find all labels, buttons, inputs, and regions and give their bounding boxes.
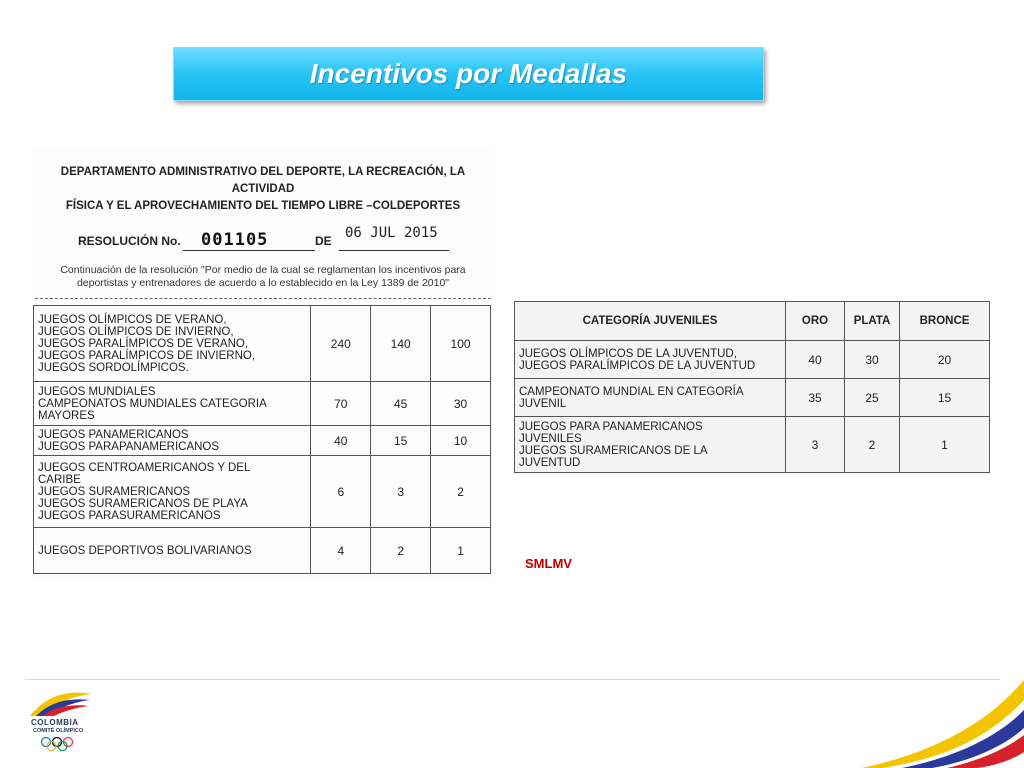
category-cell [34,382,311,426]
category-cell [34,426,311,456]
table-row [34,426,491,456]
page-title: Incentivos por Medallas [309,58,628,89]
bronce-value: 1 [431,528,491,574]
oro-value: 70 [311,382,371,426]
scanned-resolution-document [33,150,493,578]
category-line: JUEGOS MUNDIALES [38,385,156,398]
category-line: JUVENTUD [519,456,581,469]
mayores-incentives-table [33,305,491,574]
flag-wave-icon [22,688,102,720]
juveniles-incentives-table [514,301,990,473]
footer-divider [25,679,1000,680]
category-line: JUEGOS PARALÍMPICOS DE VERANO, [38,337,249,350]
logo-text-comite: COMITÉ OLÍMPICO [33,728,84,734]
plata-value: 2 [845,417,900,473]
category-line: CARIBE [38,473,81,486]
category-line: JUEGOS PARALÍMPICOS DE LA JUVENTUD [519,359,756,372]
category-cell [34,306,311,382]
unit-note: SMLMV [525,556,572,571]
category-line: JUEGOS SURAMERICANOS DE LA [519,444,708,457]
date-underline [339,250,449,251]
category-line: MAYORES [38,409,95,422]
scanned-juveniles-table [514,301,990,473]
oro-value: 240 [311,306,371,382]
header-bronce: BRONCE [900,302,990,341]
table-row [34,456,491,528]
table-row [515,341,990,379]
plata-value: 25 [845,379,900,417]
bronce-value: 1 [900,417,990,473]
resolucion-label: RESOLUCIÓN No. [78,234,181,248]
continuation-line1: Continuación de la resolución "Por medio de la cual se reglamentan los incentivos para [60,264,466,276]
document-header-line2: FÍSICA Y EL APROVECHAMIENTO DEL TIEMPO LIBRE –COLDEPORTES [65,200,461,212]
document-header [33,164,493,215]
category-line: JUEGOS PARAPANAMERICANOS [38,440,220,453]
bronce-value: 30 [431,382,491,426]
oro-value: 6 [311,456,371,528]
resolucion-date: 06 JUL 2015 [345,225,438,241]
table-row [34,528,491,574]
table-row [515,417,990,473]
de-label: DE [315,234,332,248]
corner-swoosh-decoration [862,660,1024,768]
olympic-rings-icon [40,736,74,752]
plata-value: 30 [845,341,900,379]
dashed-divider [35,298,491,299]
table-row [34,382,491,426]
category-line: CAMPEONATO MUNDIAL EN CATEGORÍA [519,385,744,398]
oro-value: 4 [311,528,371,574]
plata-value: 140 [371,306,431,382]
category-line: JUEGOS PANAMERICANOS [38,428,189,441]
category-line: JUEGOS PARASURAMERICANOS [38,509,221,522]
category-line: JUEGOS SORDOLÍMPICOS. [38,361,189,374]
category-cell [34,456,311,528]
bronce-value: 100 [431,306,491,382]
title-banner [173,47,764,101]
bronce-value: 20 [900,341,990,379]
logo-text-colombia: COLOMBIA [31,718,79,727]
colombia-olympic-committee-logo [22,688,102,758]
category-line: JUEGOS PARALÍMPICOS DE INVIERNO, [38,349,256,362]
plata-value: 3 [371,456,431,528]
resolucion-number: 001105 [201,230,269,250]
header-oro: ORO [786,302,845,341]
table-row [34,306,491,382]
header-categoria: CATEGORÍA JUVENILES [515,302,786,341]
category-cell [515,341,786,379]
plata-value: 45 [371,382,431,426]
oro-value: 35 [786,379,845,417]
oro-value: 40 [786,341,845,379]
category-line: CAMPEONATOS MUNDIALES CATEGORIA [38,397,267,410]
header-plata: PLATA [845,302,900,341]
bronce-value: 15 [900,379,990,417]
table-header-row [515,302,990,341]
category-line: JUEGOS SURAMERICANOS DE PLAYA [38,497,248,510]
continuation-text [33,264,493,290]
category-cell [515,379,786,417]
category-cell [34,528,311,574]
document-header-line1: DEPARTAMENTO ADMINISTRATIVO DEL DEPORTE, LA RECREACIÓN, LA ACTIVIDAD [60,166,466,195]
category-line: JUEGOS DEPORTIVOS BOLIVARIANOS [38,544,252,557]
category-line: JUEGOS OLÍMPICOS DE LA JUVENTUD, [519,347,737,360]
table-row [515,379,990,417]
category-line: JUEGOS SURAMERICANOS [38,485,191,498]
category-line: JUEGOS OLÍMPICOS DE VERANO, [38,313,227,326]
category-line: JUEGOS OLÍMPICOS DE INVIERNO, [38,325,234,338]
bronce-value: 10 [431,426,491,456]
category-line: JUVENIL [519,397,567,410]
resolucion-underline [183,250,315,251]
bronce-value: 2 [431,456,491,528]
category-line: JUEGOS PARA PANAMERICANOS [519,420,703,433]
category-cell [515,417,786,473]
oro-value: 40 [311,426,371,456]
category-line: JUEGOS CENTROAMERICANOS Y DEL [38,461,251,474]
plata-value: 15 [371,426,431,456]
continuation-line2: deportistas y entrenadores de acuerdo a lo establecido en la Ley 1389 de 2010" [76,277,450,289]
oro-value: 3 [786,417,845,473]
plata-value: 2 [371,528,431,574]
category-line: JUVENILES [519,432,582,445]
